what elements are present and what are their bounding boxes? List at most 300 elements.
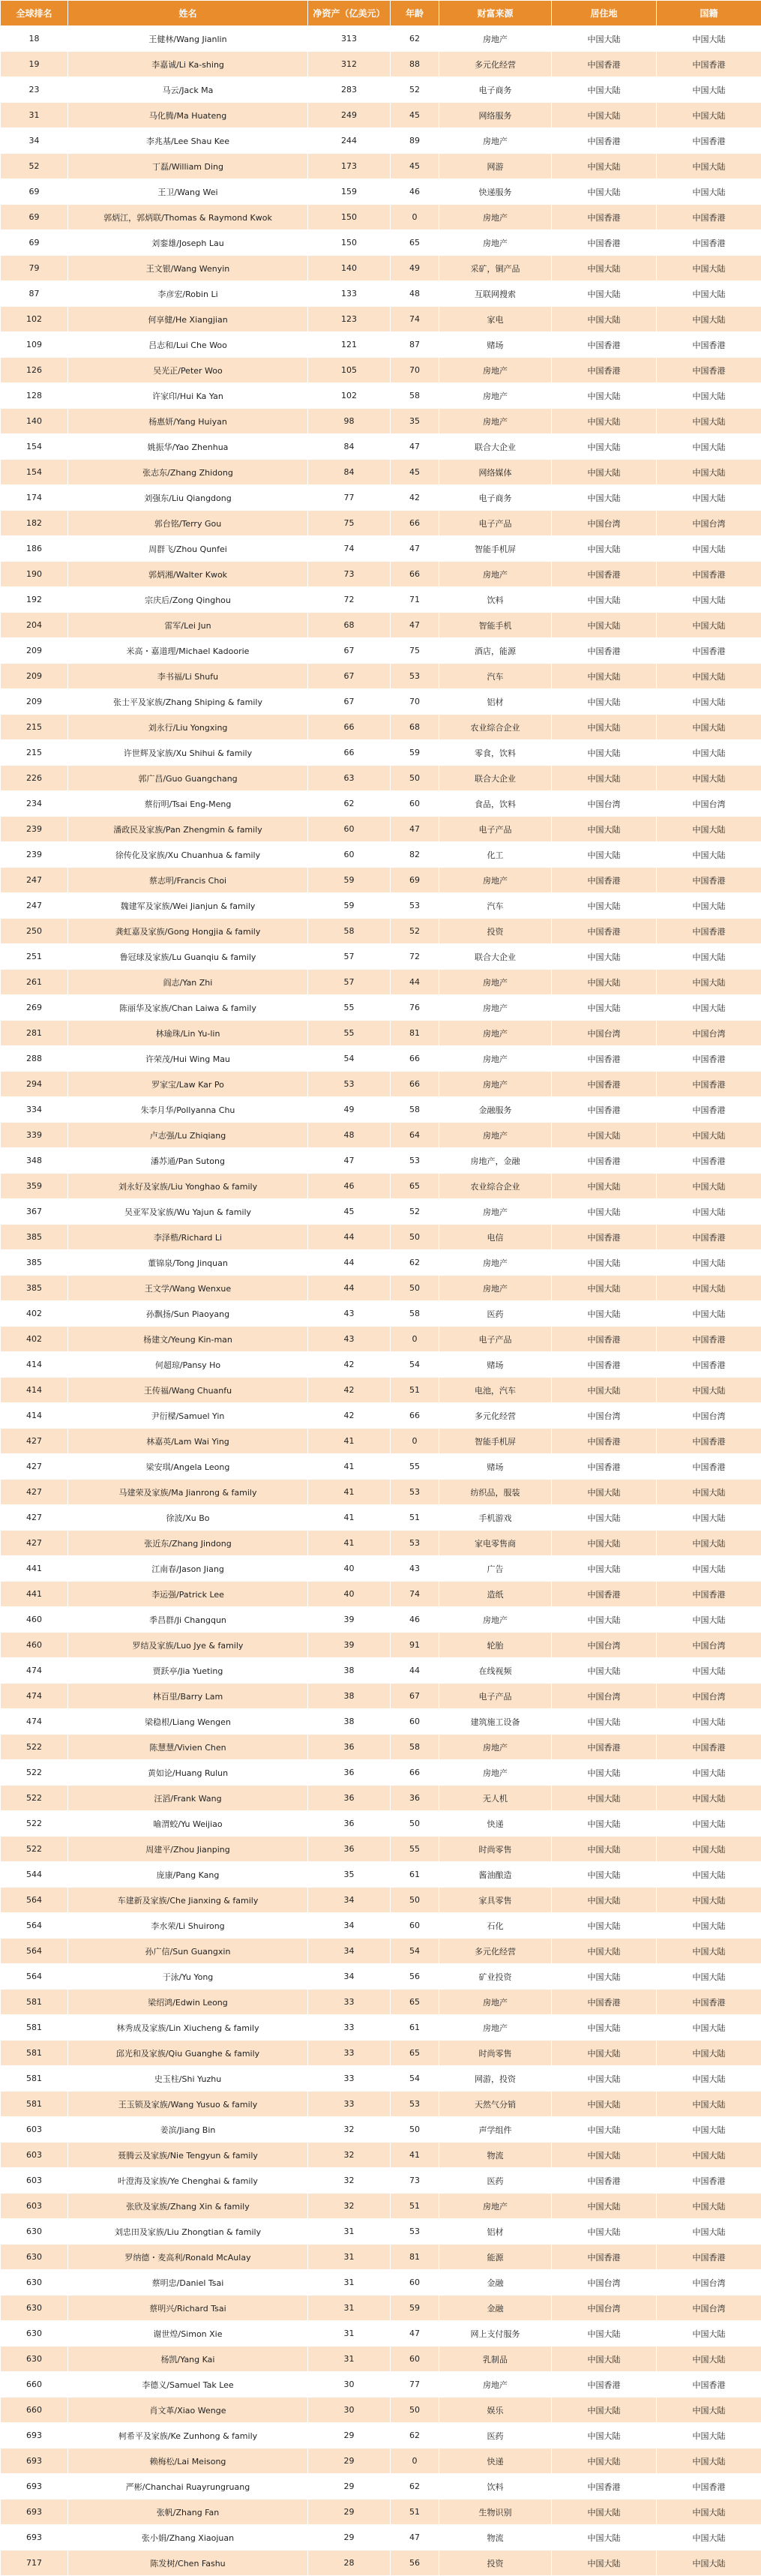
- table-row: [1, 868, 761, 893]
- table-row: [1, 613, 761, 638]
- net-worth-cell: 84: [308, 460, 391, 485]
- table-row: [1, 919, 761, 944]
- rank-cell: 31: [1, 103, 68, 128]
- net-worth-cell: 54: [308, 1046, 391, 1072]
- nationality-cell: 中国大陆: [657, 1964, 761, 1990]
- rank-cell: 693: [1, 2500, 68, 2525]
- age-cell: 60: [391, 1913, 439, 1939]
- nationality-cell: 中国大陆: [657, 2041, 761, 2066]
- table-row: [1, 1837, 761, 1862]
- name-cell: 尹衍樑/Samuel Yin: [68, 1403, 308, 1429]
- age-cell: 66: [391, 1046, 439, 1072]
- net-worth-cell: 67: [308, 689, 391, 715]
- table-row: [1, 1658, 761, 1684]
- net-worth-cell: 74: [308, 536, 391, 562]
- age-cell: 42: [391, 485, 439, 511]
- nationality-cell: 中国大陆: [657, 103, 761, 128]
- nationality-cell: 中国大陆: [657, 2321, 761, 2347]
- wealth-source-cell: 医药: [439, 1301, 552, 1327]
- nationality-cell: 中国大陆: [657, 1939, 761, 1964]
- table-row: [1, 1097, 761, 1123]
- name-cell: 谢世煌/Simon Xie: [68, 2321, 308, 2347]
- age-cell: 60: [391, 2270, 439, 2296]
- net-worth-cell: 40: [308, 1582, 391, 1607]
- rank-cell: 269: [1, 995, 68, 1021]
- rank-cell: 234: [1, 791, 68, 817]
- table-row: [1, 1939, 761, 1964]
- net-worth-cell: 34: [308, 1888, 391, 1913]
- rank-cell: 630: [1, 2296, 68, 2321]
- nationality-cell: 中国台湾: [657, 1021, 761, 1046]
- residence-cell: 中国大陆: [552, 2398, 657, 2423]
- age-cell: 81: [391, 2245, 439, 2270]
- wealth-source-cell: 房地产: [439, 2194, 552, 2219]
- residence-cell: 中国大陆: [552, 1174, 657, 1199]
- residence-cell: 中国大陆: [552, 1480, 657, 1505]
- wealth-source-cell: 金融: [439, 2270, 552, 2296]
- rank-cell: 250: [1, 919, 68, 944]
- residence-cell: 中国大陆: [552, 460, 657, 485]
- residence-cell: 中国大陆: [552, 715, 657, 740]
- table-row: [1, 2296, 761, 2321]
- age-cell: 68: [391, 715, 439, 740]
- age-cell: 72: [391, 944, 439, 970]
- rank-cell: 190: [1, 562, 68, 587]
- residence-cell: 中国大陆: [552, 1658, 657, 1684]
- rank-cell: 522: [1, 1735, 68, 1760]
- rank-cell: 385: [1, 1225, 68, 1250]
- residence-cell: 中国香港: [552, 1046, 657, 1072]
- table-row: [1, 128, 761, 154]
- rank-cell: 239: [1, 842, 68, 868]
- wealth-source-cell: 房地产: [439, 1199, 552, 1225]
- name-cell: 王健林/Wang Jianlin: [68, 26, 308, 52]
- residence-cell: 中国大陆: [552, 1607, 657, 1633]
- residence-cell: 中国大陆: [552, 2449, 657, 2474]
- rank-cell: 128: [1, 383, 68, 409]
- table-row: [1, 52, 761, 77]
- rank-cell: 581: [1, 1990, 68, 2015]
- residence-cell: 中国香港: [552, 562, 657, 587]
- name-cell: 李水荣/Li Shuirong: [68, 1913, 308, 1939]
- wealth-source-cell: 在线视频: [439, 1658, 552, 1684]
- table-row: [1, 2449, 761, 2474]
- net-worth-cell: 42: [308, 1378, 391, 1403]
- wealth-source-cell: 电子商务: [439, 77, 552, 103]
- name-cell: 张士平及家族/Zhang Shiping & family: [68, 689, 308, 715]
- name-cell: 柯希平及家族/Ke Zunhong & family: [68, 2423, 308, 2449]
- net-worth-cell: 32: [308, 2143, 391, 2168]
- residence-cell: 中国大陆: [552, 1811, 657, 1837]
- nationality-cell: 中国大陆: [657, 1123, 761, 1148]
- name-cell: 罗纳德・麦高利/Ronald McAulay: [68, 2245, 308, 2270]
- age-cell: 44: [391, 970, 439, 995]
- age-cell: 50: [391, 766, 439, 791]
- rank-cell: 109: [1, 332, 68, 358]
- table-row: [1, 1760, 761, 1786]
- rank-cell: 581: [1, 2015, 68, 2041]
- wealth-source-cell: 天然气分销: [439, 2092, 552, 2117]
- age-cell: 91: [391, 1633, 439, 1658]
- table-row: [1, 1021, 761, 1046]
- age-cell: 73: [391, 2168, 439, 2194]
- net-worth-cell: 33: [308, 2041, 391, 2066]
- nationality-cell: 中国大陆: [657, 281, 761, 307]
- age-cell: 66: [391, 1403, 439, 1429]
- nationality-cell: 中国大陆: [657, 1658, 761, 1684]
- nationality-cell: 中国大陆: [657, 383, 761, 409]
- nationality-cell: 中国大陆: [657, 2525, 761, 2551]
- residence-cell: 中国大陆: [552, 1760, 657, 1786]
- residence-cell: 中国大陆: [552, 2066, 657, 2092]
- nationality-cell: 中国大陆: [657, 1709, 761, 1735]
- wealth-source-cell: 建筑施工设备: [439, 1709, 552, 1735]
- age-cell: 60: [391, 1709, 439, 1735]
- table-row: [1, 154, 761, 179]
- nationality-cell: 中国香港: [657, 1327, 761, 1352]
- nationality-cell: 中国大陆: [657, 1556, 761, 1582]
- table-row: [1, 358, 761, 383]
- net-worth-cell: 28: [308, 2551, 391, 2576]
- rank-cell: 564: [1, 1939, 68, 1964]
- name-cell: 黄如论/Huang Rulun: [68, 1760, 308, 1786]
- rank-cell: 348: [1, 1148, 68, 1174]
- nationality-cell: 中国香港: [657, 358, 761, 383]
- residence-cell: 中国香港: [552, 52, 657, 77]
- residence-cell: 中国大陆: [552, 103, 657, 128]
- residence-cell: 中国大陆: [552, 2219, 657, 2245]
- rank-cell: 522: [1, 1837, 68, 1862]
- table-row: [1, 434, 761, 460]
- rank-cell: 717: [1, 2551, 68, 2576]
- residence-cell: 中国香港: [552, 1582, 657, 1607]
- wealth-source-cell: 房地产: [439, 1123, 552, 1148]
- age-cell: 53: [391, 664, 439, 689]
- name-cell: 吕志和/Lui Che Woo: [68, 332, 308, 358]
- net-worth-cell: 41: [308, 1505, 391, 1531]
- rank-cell: 441: [1, 1582, 68, 1607]
- age-cell: 53: [391, 1480, 439, 1505]
- wealth-source-cell: 电子产品: [439, 1684, 552, 1709]
- residence-cell: 中国大陆: [552, 2423, 657, 2449]
- wealth-source-cell: 智能手机屏: [439, 1429, 552, 1454]
- table-row: [1, 1454, 761, 1480]
- header-rank: 全球排名: [1, 1, 68, 26]
- nationality-cell: 中国香港: [657, 2168, 761, 2194]
- header-age: 年龄: [391, 1, 439, 26]
- name-cell: 孙飘扬/Sun Piaoyang: [68, 1301, 308, 1327]
- residence-cell: 中国香港: [552, 919, 657, 944]
- table-row: [1, 740, 761, 766]
- age-cell: 75: [391, 638, 439, 664]
- rank-cell: 630: [1, 2321, 68, 2347]
- nationality-cell: 中国大陆: [657, 740, 761, 766]
- residence-cell: 中国香港: [552, 1429, 657, 1454]
- nationality-cell: 中国大陆: [657, 2347, 761, 2372]
- residence-cell: 中国香港: [552, 1352, 657, 1378]
- residence-cell: 中国大陆: [552, 434, 657, 460]
- net-worth-cell: 34: [308, 1913, 391, 1939]
- net-worth-cell: 36: [308, 1811, 391, 1837]
- table-row: [1, 1480, 761, 1505]
- name-cell: 王玉锁及家族/Wang Yusuo & family: [68, 2092, 308, 2117]
- name-cell: 张志东/Zhang Zhidong: [68, 460, 308, 485]
- table-row: [1, 1148, 761, 1174]
- net-worth-cell: 30: [308, 2372, 391, 2398]
- wealth-source-cell: 房地产: [439, 868, 552, 893]
- name-cell: 刘忠田及家族/Liu Zhongtian & family: [68, 2219, 308, 2245]
- age-cell: 82: [391, 842, 439, 868]
- residence-cell: 中国香港: [552, 2474, 657, 2500]
- net-worth-cell: 63: [308, 766, 391, 791]
- age-cell: 53: [391, 1531, 439, 1556]
- wealth-source-cell: 智能手机: [439, 613, 552, 638]
- net-worth-cell: 121: [308, 332, 391, 358]
- nationality-cell: 中国大陆: [657, 307, 761, 332]
- wealth-source-cell: 互联网搜索: [439, 281, 552, 307]
- residence-cell: 中国大陆: [552, 664, 657, 689]
- wealth-source-cell: 汽车: [439, 664, 552, 689]
- wealth-source-cell: 时尚零售: [439, 2041, 552, 2066]
- rank-cell: 414: [1, 1352, 68, 1378]
- wealth-source-cell: 农业综合企业: [439, 1174, 552, 1199]
- table-row: [1, 1556, 761, 1582]
- rank-cell: 660: [1, 2372, 68, 2398]
- rank-cell: 69: [1, 205, 68, 230]
- net-worth-cell: 73: [308, 562, 391, 587]
- nationality-cell: 中国香港: [657, 1072, 761, 1097]
- table-row: [1, 2117, 761, 2143]
- nationality-cell: 中国大陆: [657, 2449, 761, 2474]
- net-worth-cell: 67: [308, 664, 391, 689]
- nationality-cell: 中国大陆: [657, 434, 761, 460]
- residence-cell: 中国大陆: [552, 1250, 657, 1276]
- name-cell: 杨凯/Yang Kai: [68, 2347, 308, 2372]
- residence-cell: 中国香港: [552, 128, 657, 154]
- residence-cell: 中国台湾: [552, 1403, 657, 1429]
- table-row: [1, 409, 761, 434]
- nationality-cell: 中国大陆: [657, 485, 761, 511]
- name-cell: 周群飞/Zhou Qunfei: [68, 536, 308, 562]
- age-cell: 47: [391, 613, 439, 638]
- wealth-source-cell: 家具零售: [439, 1888, 552, 1913]
- name-cell: 汪滔/Frank Wang: [68, 1786, 308, 1811]
- name-cell: 庞康/Pang Kang: [68, 1862, 308, 1888]
- nationality-cell: 中国香港: [657, 205, 761, 230]
- net-worth-cell: 31: [308, 2219, 391, 2245]
- table-row: [1, 2194, 761, 2219]
- table-row: [1, 2066, 761, 2092]
- residence-cell: 中国大陆: [552, 485, 657, 511]
- rank-cell: 87: [1, 281, 68, 307]
- age-cell: 47: [391, 2525, 439, 2551]
- name-cell: 吴光正/Peter Woo: [68, 358, 308, 383]
- rank-cell: 215: [1, 715, 68, 740]
- nationality-cell: 中国大陆: [657, 2551, 761, 2576]
- table-row: [1, 1250, 761, 1276]
- rank-cell: 226: [1, 766, 68, 791]
- rank-cell: 154: [1, 434, 68, 460]
- age-cell: 45: [391, 103, 439, 128]
- age-cell: 56: [391, 1964, 439, 1990]
- rank-cell: 630: [1, 2219, 68, 2245]
- rank-cell: 693: [1, 2449, 68, 2474]
- table-row: [1, 2398, 761, 2423]
- age-cell: 66: [391, 1760, 439, 1786]
- wealth-source-cell: 房地产: [439, 2372, 552, 2398]
- table-row: [1, 511, 761, 536]
- residence-cell: 中国香港: [552, 638, 657, 664]
- age-cell: 50: [391, 2398, 439, 2423]
- net-worth-cell: 29: [308, 2423, 391, 2449]
- wealth-source-cell: 手机游戏: [439, 1505, 552, 1531]
- table-row: [1, 1352, 761, 1378]
- table-row: [1, 77, 761, 103]
- name-cell: 龚虹嘉及家族/Gong Hongjia & family: [68, 919, 308, 944]
- age-cell: 70: [391, 358, 439, 383]
- age-cell: 59: [391, 740, 439, 766]
- name-cell: 罗结及家族/Luo Jye & family: [68, 1633, 308, 1658]
- age-cell: 35: [391, 409, 439, 434]
- residence-cell: 中国大陆: [552, 944, 657, 970]
- name-cell: 许世辉及家族/Xu Shihui & family: [68, 740, 308, 766]
- nationality-cell: 中国香港: [657, 128, 761, 154]
- nationality-cell: 中国台湾: [657, 2270, 761, 2296]
- net-worth-cell: 249: [308, 103, 391, 128]
- age-cell: 0: [391, 1429, 439, 1454]
- rank-cell: 281: [1, 1021, 68, 1046]
- net-worth-cell: 44: [308, 1250, 391, 1276]
- table-row: [1, 1199, 761, 1225]
- wealth-source-cell: 联合大企业: [439, 434, 552, 460]
- rank-cell: 209: [1, 664, 68, 689]
- table-row: [1, 460, 761, 485]
- name-cell: 贾跃亭/Jia Yueting: [68, 1658, 308, 1684]
- rank-cell: 247: [1, 893, 68, 919]
- nationality-cell: 中国香港: [657, 1046, 761, 1072]
- name-cell: 潘苏通/Pan Sutong: [68, 1148, 308, 1174]
- rank-cell: 460: [1, 1633, 68, 1658]
- rank-cell: 402: [1, 1301, 68, 1327]
- nationality-cell: 中国大陆: [657, 842, 761, 868]
- rank-cell: 174: [1, 485, 68, 511]
- residence-cell: 中国台湾: [552, 1684, 657, 1709]
- nationality-cell: 中国大陆: [657, 1888, 761, 1913]
- residence-cell: 中国大陆: [552, 2347, 657, 2372]
- table-row: [1, 1633, 761, 1658]
- table-row: [1, 562, 761, 587]
- name-cell: 马云/Jack Ma: [68, 77, 308, 103]
- age-cell: 67: [391, 1684, 439, 1709]
- name-cell: 杨惠妍/Yang Huiyan: [68, 409, 308, 434]
- wealth-source-cell: 网上支付服务: [439, 2321, 552, 2347]
- wealth-source-cell: 网络服务: [439, 103, 552, 128]
- header-residence: 居住地: [552, 1, 657, 26]
- wealth-source-cell: 酱油酿造: [439, 1862, 552, 1888]
- age-cell: 45: [391, 154, 439, 179]
- nationality-cell: 中国大陆: [657, 536, 761, 562]
- wealth-source-cell: 广告: [439, 1556, 552, 1582]
- residence-cell: 中国大陆: [552, 2117, 657, 2143]
- nationality-cell: 中国大陆: [657, 1531, 761, 1556]
- table-row: [1, 205, 761, 230]
- wealth-source-cell: 房地产: [439, 26, 552, 52]
- net-worth-cell: 41: [308, 1454, 391, 1480]
- age-cell: 50: [391, 1811, 439, 1837]
- age-cell: 62: [391, 2423, 439, 2449]
- rank-cell: 367: [1, 1199, 68, 1225]
- wealth-source-cell: 家电: [439, 307, 552, 332]
- residence-cell: 中国大陆: [552, 1709, 657, 1735]
- table-row: [1, 2092, 761, 2117]
- table-row: [1, 1786, 761, 1811]
- wealth-source-cell: 金融服务: [439, 1097, 552, 1123]
- table-row: [1, 103, 761, 128]
- net-worth-cell: 42: [308, 1352, 391, 1378]
- net-worth-cell: 35: [308, 1862, 391, 1888]
- age-cell: 58: [391, 1301, 439, 1327]
- net-worth-cell: 47: [308, 1148, 391, 1174]
- net-worth-cell: 57: [308, 944, 391, 970]
- age-cell: 52: [391, 77, 439, 103]
- nationality-cell: 中国香港: [657, 1225, 761, 1250]
- residence-cell: 中国大陆: [552, 256, 657, 281]
- net-worth-cell: 31: [308, 2321, 391, 2347]
- name-cell: 梁稳根/Liang Wengen: [68, 1709, 308, 1735]
- table-row: [1, 1301, 761, 1327]
- net-worth-cell: 75: [308, 511, 391, 536]
- nationality-cell: 中国香港: [657, 1735, 761, 1760]
- name-cell: 何享健/He Xiangjian: [68, 307, 308, 332]
- net-worth-cell: 55: [308, 995, 391, 1021]
- table-row: [1, 2143, 761, 2168]
- nationality-cell: 中国大陆: [657, 1505, 761, 1531]
- wealth-source-cell: 物流: [439, 2525, 552, 2551]
- net-worth-cell: 68: [308, 613, 391, 638]
- table-row: [1, 1123, 761, 1148]
- nationality-cell: 中国大陆: [657, 1480, 761, 1505]
- net-worth-cell: 313: [308, 26, 391, 52]
- wealth-source-cell: 赌场: [439, 1454, 552, 1480]
- nationality-cell: 中国大陆: [657, 179, 761, 205]
- net-worth-cell: 77: [308, 485, 391, 511]
- name-cell: 刘銮雄/Joseph Lau: [68, 230, 308, 256]
- wealth-source-cell: 快递: [439, 1811, 552, 1837]
- net-worth-cell: 31: [308, 2296, 391, 2321]
- nationality-cell: 中国台湾: [657, 511, 761, 536]
- wealth-source-cell: 房地产: [439, 128, 552, 154]
- rank-cell: 522: [1, 1760, 68, 1786]
- wealth-source-cell: 房地产: [439, 1250, 552, 1276]
- age-cell: 51: [391, 1378, 439, 1403]
- net-worth-cell: 66: [308, 715, 391, 740]
- net-worth-cell: 150: [308, 205, 391, 230]
- wealth-source-cell: 房地产: [439, 1990, 552, 2015]
- rank-cell: 209: [1, 638, 68, 664]
- table-row: [1, 1403, 761, 1429]
- table-row: [1, 1531, 761, 1556]
- age-cell: 81: [391, 1021, 439, 1046]
- name-cell: 王文银/Wang Wenyin: [68, 256, 308, 281]
- age-cell: 47: [391, 2321, 439, 2347]
- rank-cell: 239: [1, 817, 68, 842]
- wealth-source-cell: 房地产: [439, 1072, 552, 1097]
- rank-cell: 402: [1, 1327, 68, 1352]
- rank-cell: 603: [1, 2143, 68, 2168]
- age-cell: 48: [391, 281, 439, 307]
- name-cell: 杨建文/Yeung Kin-man: [68, 1327, 308, 1352]
- net-worth-cell: 98: [308, 409, 391, 434]
